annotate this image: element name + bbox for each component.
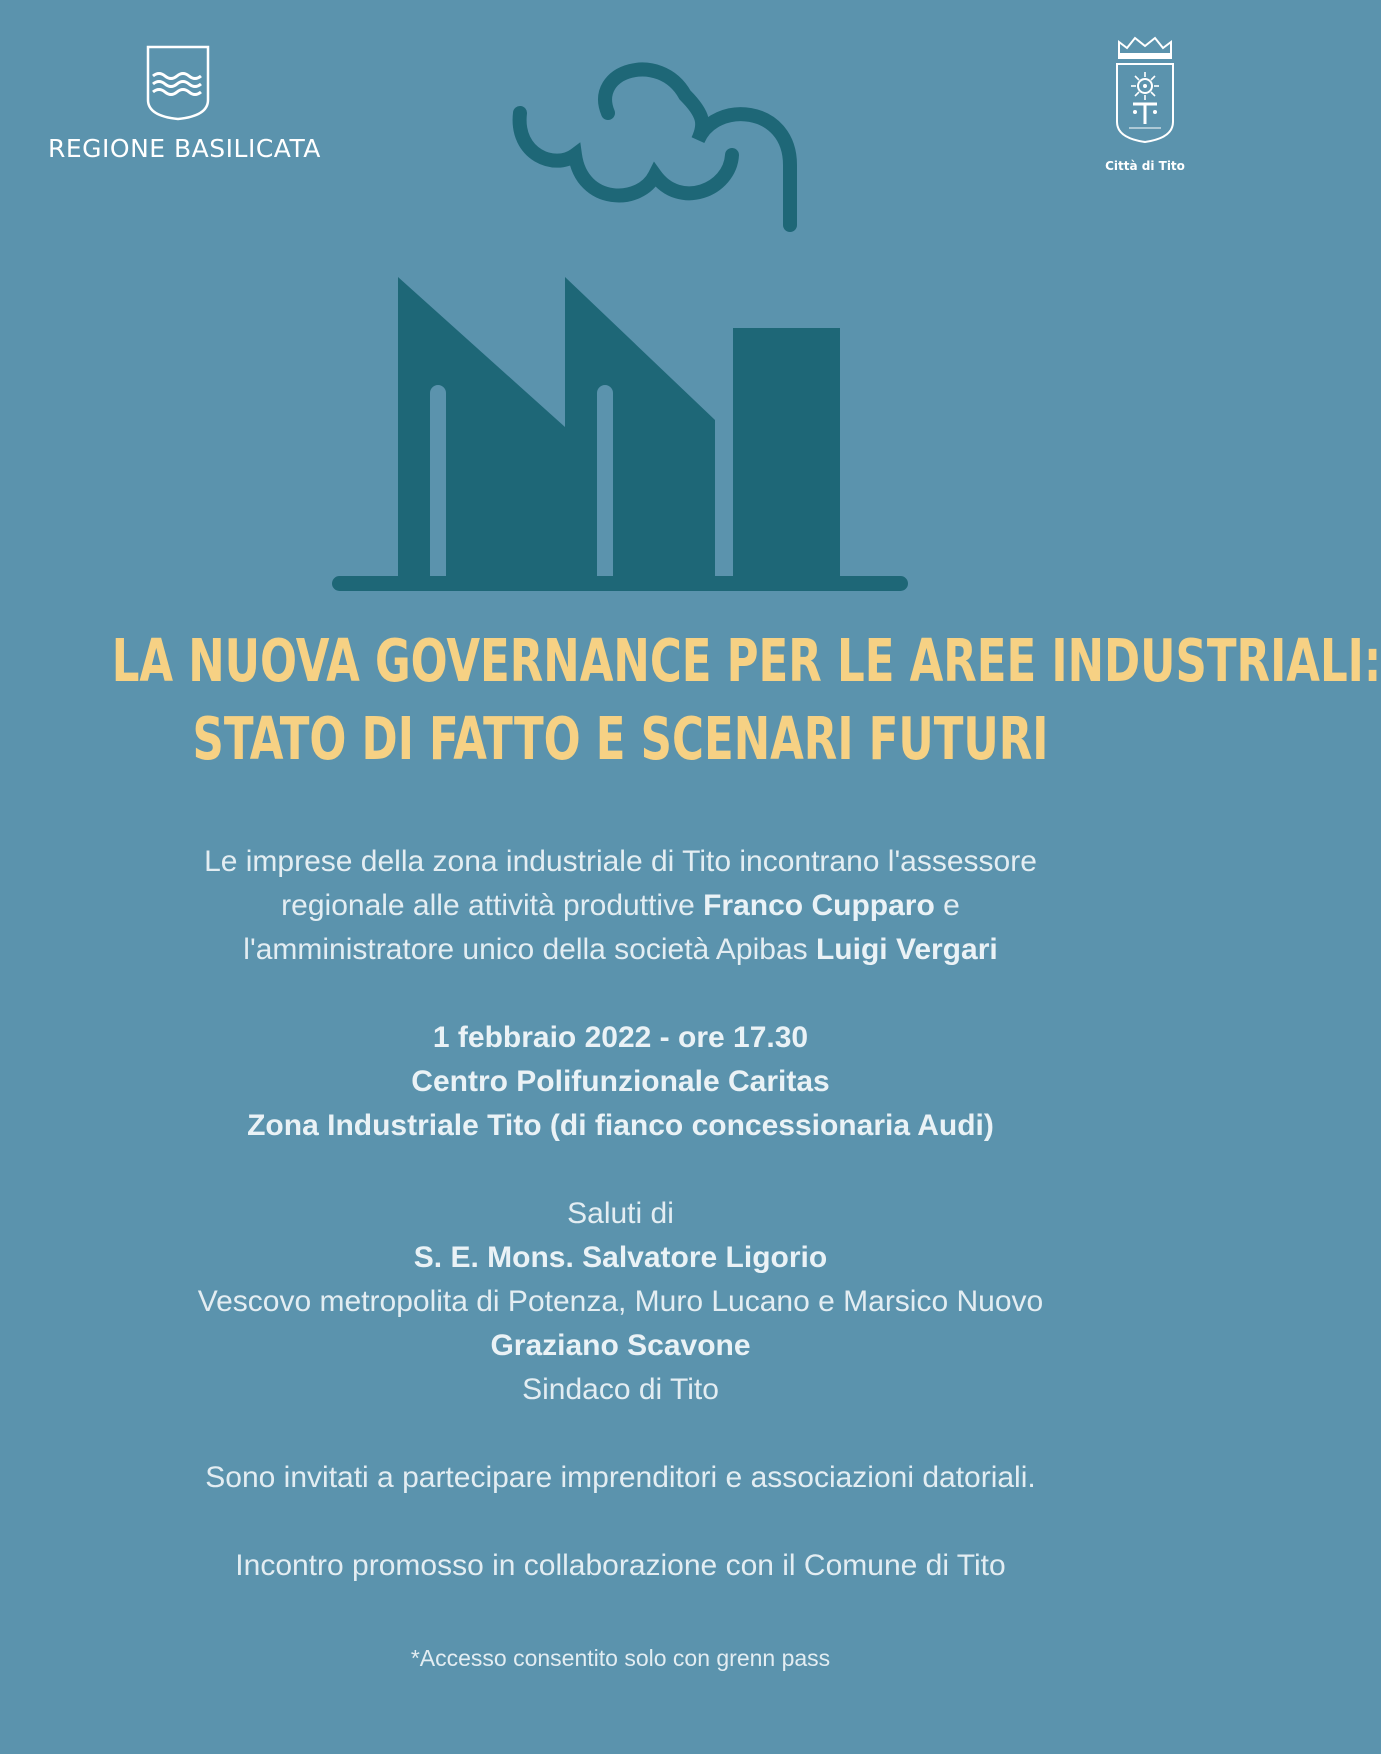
footnote: *Accesso consentito solo con grenn pass xyxy=(410,1645,831,1671)
event-title xyxy=(111,622,1381,778)
speaker-franco-cupparo: Franco Cupparo xyxy=(703,889,935,922)
greeting-person-2-role: Sindaco di Tito xyxy=(522,1373,719,1406)
promotion-text: Incontro promosso in collaborazione con il Comune di Tito xyxy=(235,1549,1006,1582)
citta-di-tito-name: Città di Tito xyxy=(1105,159,1185,173)
speaker-luigi-vergari: Luigi Vergari xyxy=(815,933,998,966)
intro-line-3 xyxy=(0,928,1241,972)
intro-line-2-text: regionale alle attività produttive xyxy=(281,889,704,922)
intro-line-2-end: e xyxy=(934,889,960,922)
citta-di-tito-logo xyxy=(1090,34,1200,173)
intro-line-1: Le imprese della zona industriale di Tito incontrano l'assessore xyxy=(204,845,1037,878)
greeting-person-1-role: Vescovo metropolita di Potenza, Muro Lucano e Marsico Nuovo xyxy=(197,1285,1044,1318)
invitation-text: Sono invitati a partecipare imprenditori e associazioni datoriali. xyxy=(205,1461,1036,1494)
intro-line-2 xyxy=(0,884,1241,928)
greeting-person-1-name: S. E. Mons. Salvatore Ligorio xyxy=(413,1241,828,1274)
title-line-1: LA NUOVA GOVERNANCE PER LE AREE INDUSTRIALI: xyxy=(111,626,1381,695)
promotion-block xyxy=(0,1544,1241,1588)
event-venue: Centro Polifunzionale Caritas xyxy=(411,1065,830,1098)
factory-icon xyxy=(320,55,920,605)
greetings-heading: Saluti di xyxy=(567,1197,674,1230)
event-address: Zona Industriale Tito (di fianco concessionaria Audi) xyxy=(247,1109,994,1142)
invitation-block xyxy=(0,1456,1241,1500)
event-info xyxy=(0,1016,1241,1148)
citta-di-tito-crest-icon xyxy=(1113,34,1177,146)
regione-basilicata-name: REGIONE BASILICATA xyxy=(48,134,321,163)
intro-paragraph xyxy=(0,840,1241,972)
event-details xyxy=(0,840,1241,1632)
title-line-2: STATO DI FATTO E SCENARI FUTURI xyxy=(192,704,1049,773)
regione-basilicata-logo xyxy=(48,44,321,163)
event-datetime: 1 febbraio 2022 - ore 17.30 xyxy=(432,1021,809,1054)
greeting-person-2-name: Graziano Scavone xyxy=(490,1329,751,1362)
intro-line-3-text: l'amministratore unico della società Apibas xyxy=(243,933,816,966)
regione-basilicata-shield-icon xyxy=(145,44,211,122)
greetings xyxy=(0,1192,1241,1412)
